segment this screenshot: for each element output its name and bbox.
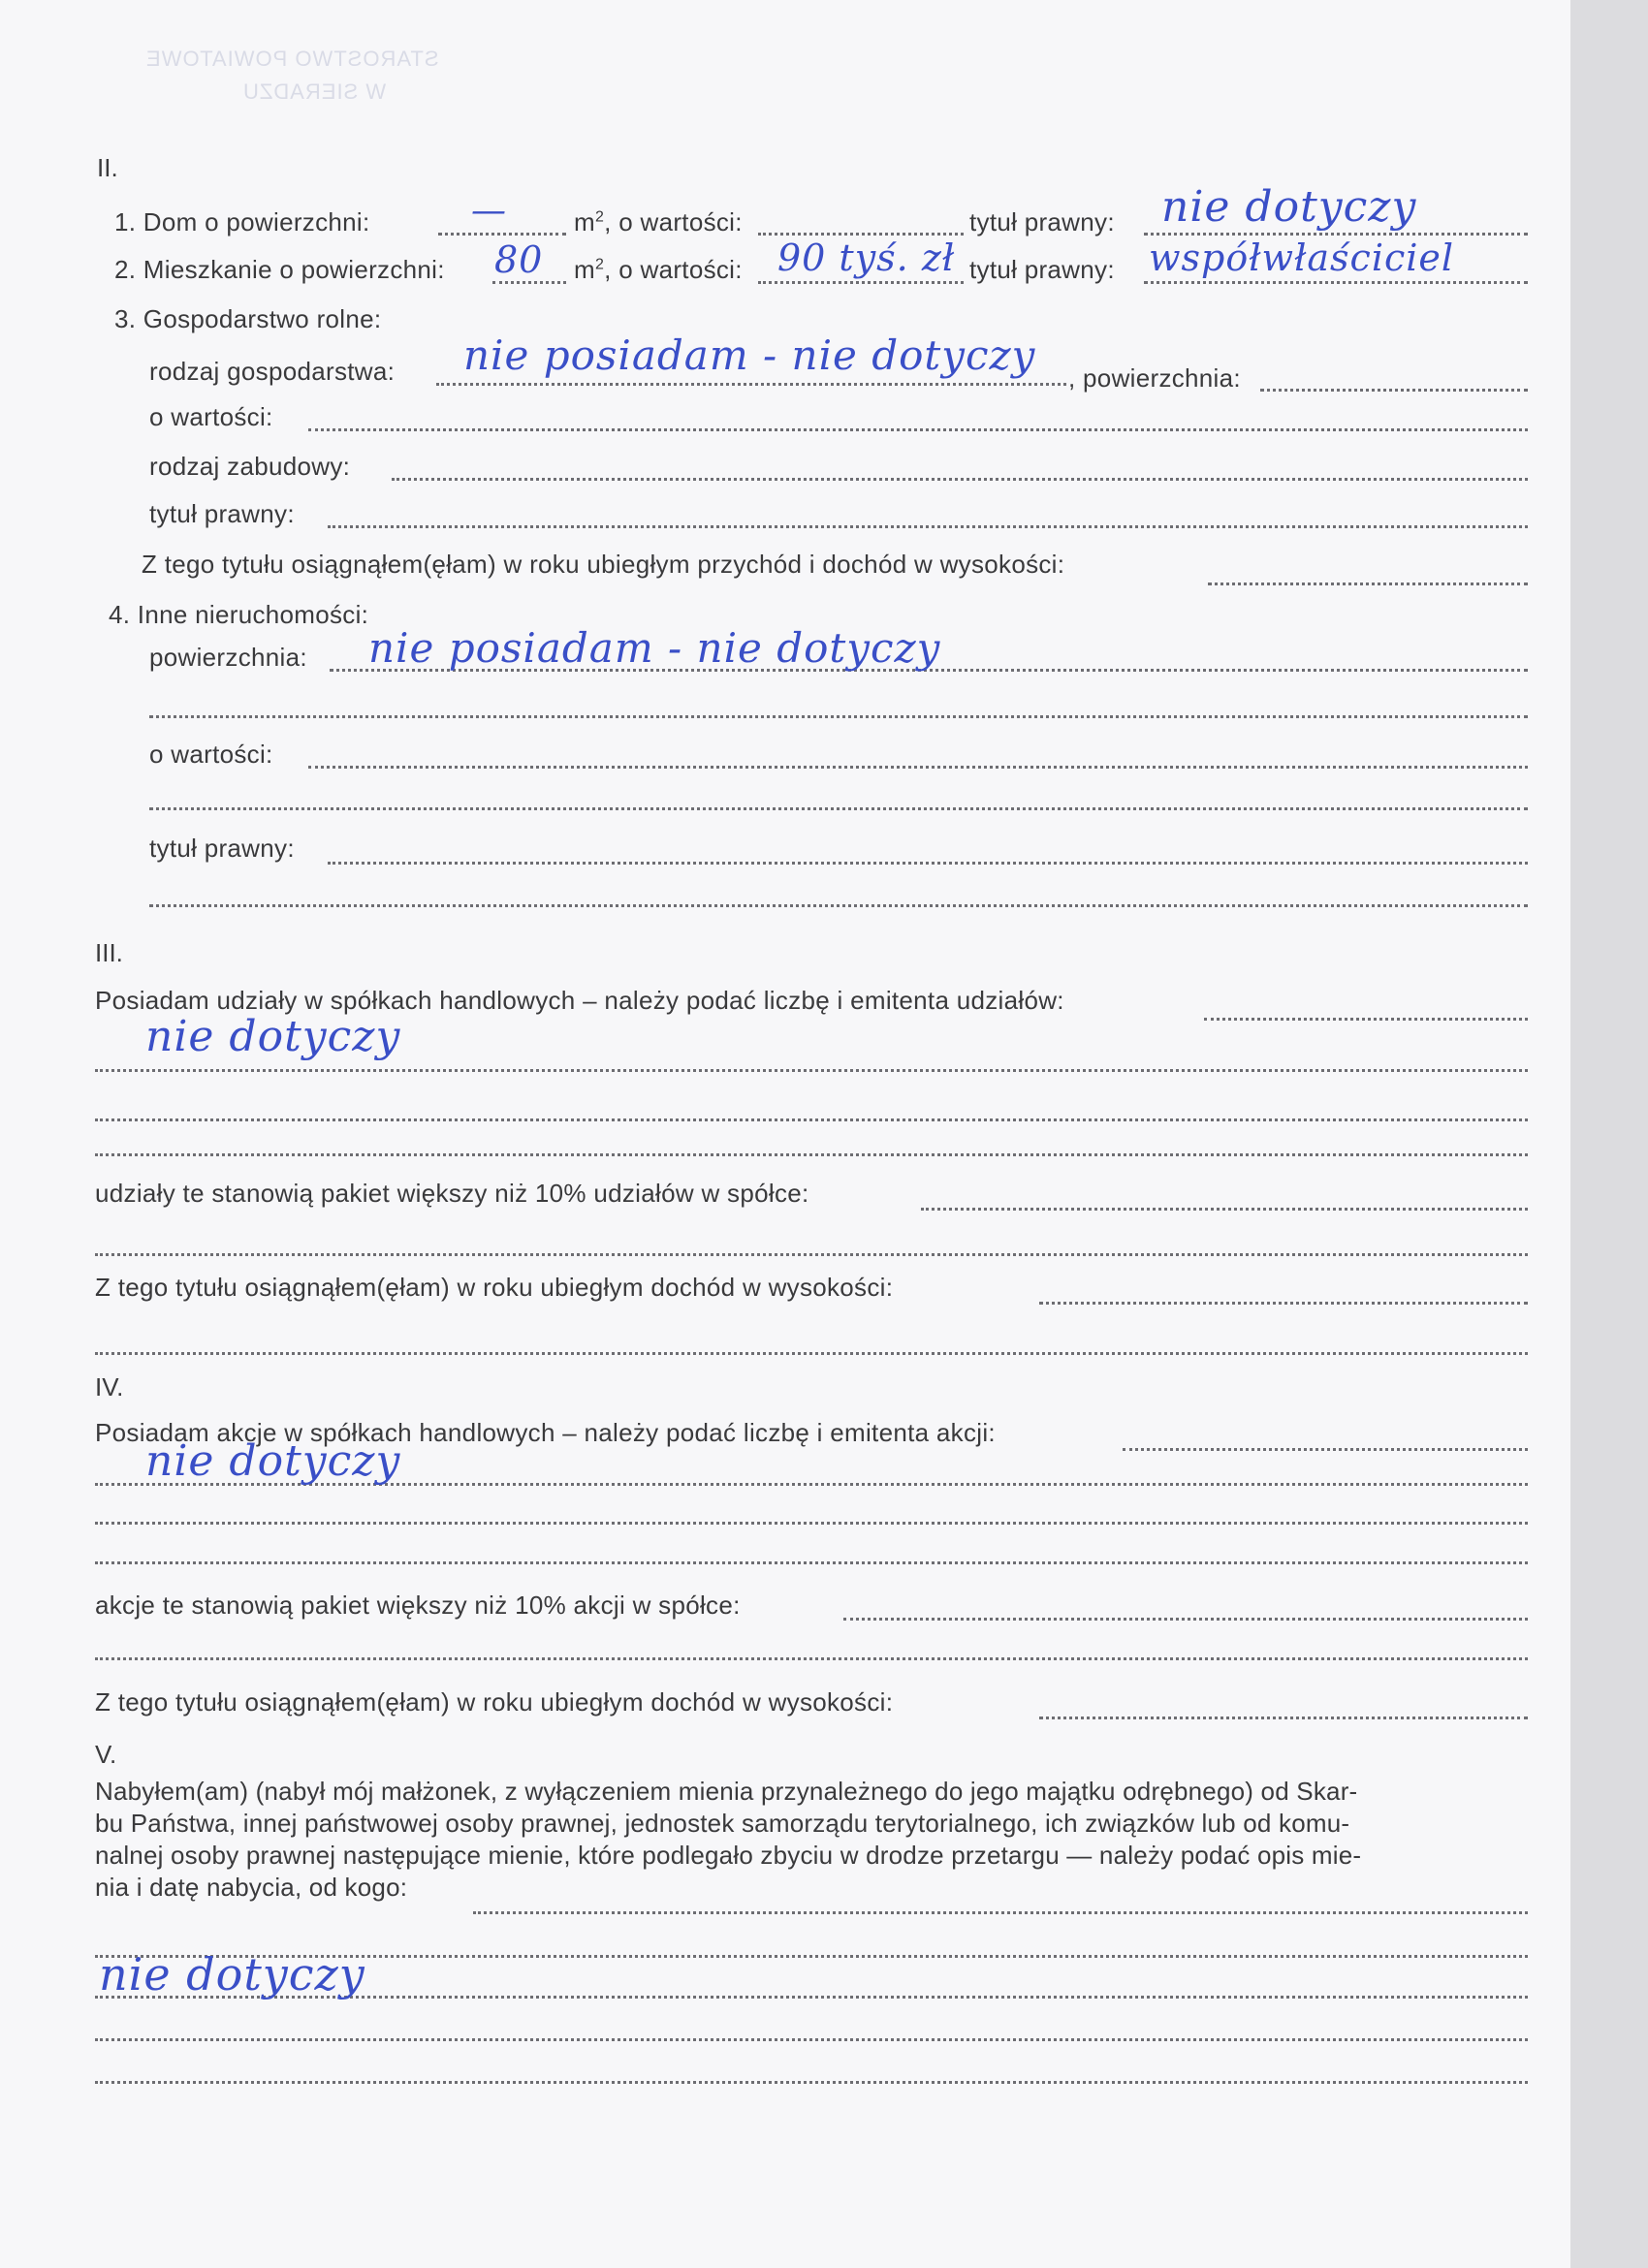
unit-m: m	[574, 255, 595, 284]
shares-question: Posiadam udziały w spółkach handlowych – należy podać liczbę i emitenta udziałów:	[95, 986, 1064, 1015]
scan-edge	[1570, 0, 1648, 2268]
dotted-line	[843, 1618, 1528, 1621]
dotted-line	[95, 2038, 1528, 2041]
dotted-line	[308, 766, 1528, 769]
field-label-other-title: tytuł prawny:	[149, 834, 295, 863]
dotted-line	[473, 1911, 1528, 1914]
value-label: , o wartości:	[604, 255, 743, 284]
title-label: tytuł prawny:	[969, 207, 1115, 236]
handwritten-flat-area: 80	[494, 238, 544, 281]
field-label-farm-type: rodzaj gospodarstwa:	[149, 357, 396, 386]
dotted-line	[95, 1352, 1528, 1355]
dotted-line	[438, 233, 566, 236]
field-label-farm: 3. Gospodarstwo rolne:	[114, 304, 382, 333]
dotted-line	[149, 715, 1528, 718]
dotted-line	[95, 1657, 1528, 1660]
dotted-line	[1144, 281, 1528, 284]
section-heading: III.	[95, 938, 123, 967]
dotted-line	[95, 1522, 1528, 1525]
dotted-line	[95, 1118, 1528, 1121]
dotted-line	[328, 862, 1528, 865]
dotted-line	[1208, 583, 1528, 585]
field-label-mieszkanie: 2. Mieszkanie o powierzchni:	[114, 255, 445, 284]
handwritten-other-area: nie posiadam - nie dotyczy	[368, 624, 941, 672]
dotted-line	[1123, 1448, 1528, 1451]
bleed-text: STAROSTWO POWIATOWE	[145, 47, 439, 71]
section-heading: II.	[97, 153, 118, 182]
bleed-text: W SIERADZU	[242, 79, 387, 104]
dotted-line	[921, 1208, 1528, 1211]
dotted-line	[1144, 233, 1528, 236]
dotted-line	[1260, 389, 1528, 392]
dotted-line	[149, 904, 1528, 907]
section-heading: IV.	[95, 1372, 124, 1402]
unit-label	[574, 254, 743, 285]
paragraph-line: bu Państwa, innej państwowej osoby prawnej, jednostek samorządu terytorialnego, ich związków lub od komu-	[95, 1809, 1350, 1838]
stocks-10pct-text: akcje te stanowią pakiet większy niż 10% akcji w spółce:	[95, 1591, 741, 1620]
unit-label	[574, 206, 743, 237]
paragraph-line: nia i datę nabycia, od kogo:	[95, 1873, 408, 1902]
dotted-line	[95, 1153, 1528, 1156]
dotted-line	[758, 233, 964, 236]
handwritten-stocks: nie dotyczy	[145, 1436, 401, 1486]
field-label-farm-area: , powierzchnia:	[1068, 363, 1241, 393]
handwritten-flat-value: 90 tyś. zł	[777, 236, 956, 279]
handwritten-flat-title: współwłaściciel	[1149, 236, 1455, 279]
handwritten-shares: nie dotyczy	[145, 1012, 401, 1061]
handwritten-acquisition: nie dotyczy	[99, 1948, 365, 2000]
dotted-line	[436, 383, 1066, 386]
handwritten-farm-type: nie posiadam - nie dotyczy	[463, 331, 1036, 379]
handwritten-dom-title: nie dotyczy	[1161, 182, 1417, 232]
paragraph-line: Nabyłem(am) (nabył mój małżonek, z wyłączeniem mienia przynależnego do jego majątku odrębnego) od Skar-	[95, 1777, 1358, 1806]
stocks-income-text: Z tego tytułu osiągnąłem(ęłam) w roku ubiegłym dochód w wysokości:	[95, 1687, 894, 1717]
dotted-line	[1039, 1302, 1528, 1305]
value-label: , o wartości:	[604, 207, 743, 236]
dotted-line	[1039, 1717, 1528, 1719]
field-label-farm-buildings: rodzaj zabudowy:	[149, 452, 351, 481]
unit-m: m	[574, 207, 595, 236]
title-label: tytuł prawny:	[969, 255, 1115, 284]
stocks-question: Posiadam akcje w spółkach handlowych – należy podać liczbę i emitenta akcji:	[95, 1418, 996, 1447]
field-label-other: 4. Inne nieruchomości:	[109, 600, 369, 629]
field-label-other-value: o wartości:	[149, 740, 273, 769]
bleed-through-stamp-2	[242, 79, 386, 105]
section-heading: V.	[95, 1740, 117, 1769]
field-label-other-area: powierzchnia:	[149, 643, 307, 672]
field-label-farm-title: tytuł prawny:	[149, 499, 295, 528]
paragraph-line: nalnej osoby prawnej następujące mienie, które podlegało zbyciu w drodze przetargu — należy podać opis mie-	[95, 1841, 1362, 1870]
dotted-line	[392, 478, 1528, 481]
farm-income-text: Z tego tytułu osiągnąłem(ęłam) w roku ubiegłym przychód i dochód w wysokości:	[142, 550, 1065, 579]
bleed-through-stamp	[145, 47, 439, 72]
dotted-line	[95, 1561, 1528, 1564]
shares-income-text: Z tego tytułu osiągnąłem(ęłam) w roku ubiegłym dochód w wysokości:	[95, 1273, 894, 1302]
dotted-line	[95, 1069, 1528, 1072]
dotted-line	[149, 807, 1528, 810]
field-label-farm-value: o wartości:	[149, 402, 273, 431]
dotted-line	[95, 2081, 1528, 2084]
dotted-line	[1204, 1018, 1528, 1021]
acquisition-paragraph	[95, 1776, 1530, 1904]
dotted-line	[95, 1253, 1528, 1256]
unit-sup: 2	[594, 208, 605, 226]
dotted-line	[308, 428, 1528, 431]
unit-sup: 2	[594, 256, 605, 273]
dotted-line	[492, 281, 566, 284]
shares-10pct-text: udziały te stanowią pakiet większy niż 10% udziałów w spółce:	[95, 1179, 809, 1208]
dotted-line	[328, 525, 1528, 528]
handwritten-dom-area: —	[471, 191, 507, 231]
field-label-dom: 1. Dom o powierzchni:	[114, 207, 370, 236]
dotted-line	[758, 281, 964, 284]
